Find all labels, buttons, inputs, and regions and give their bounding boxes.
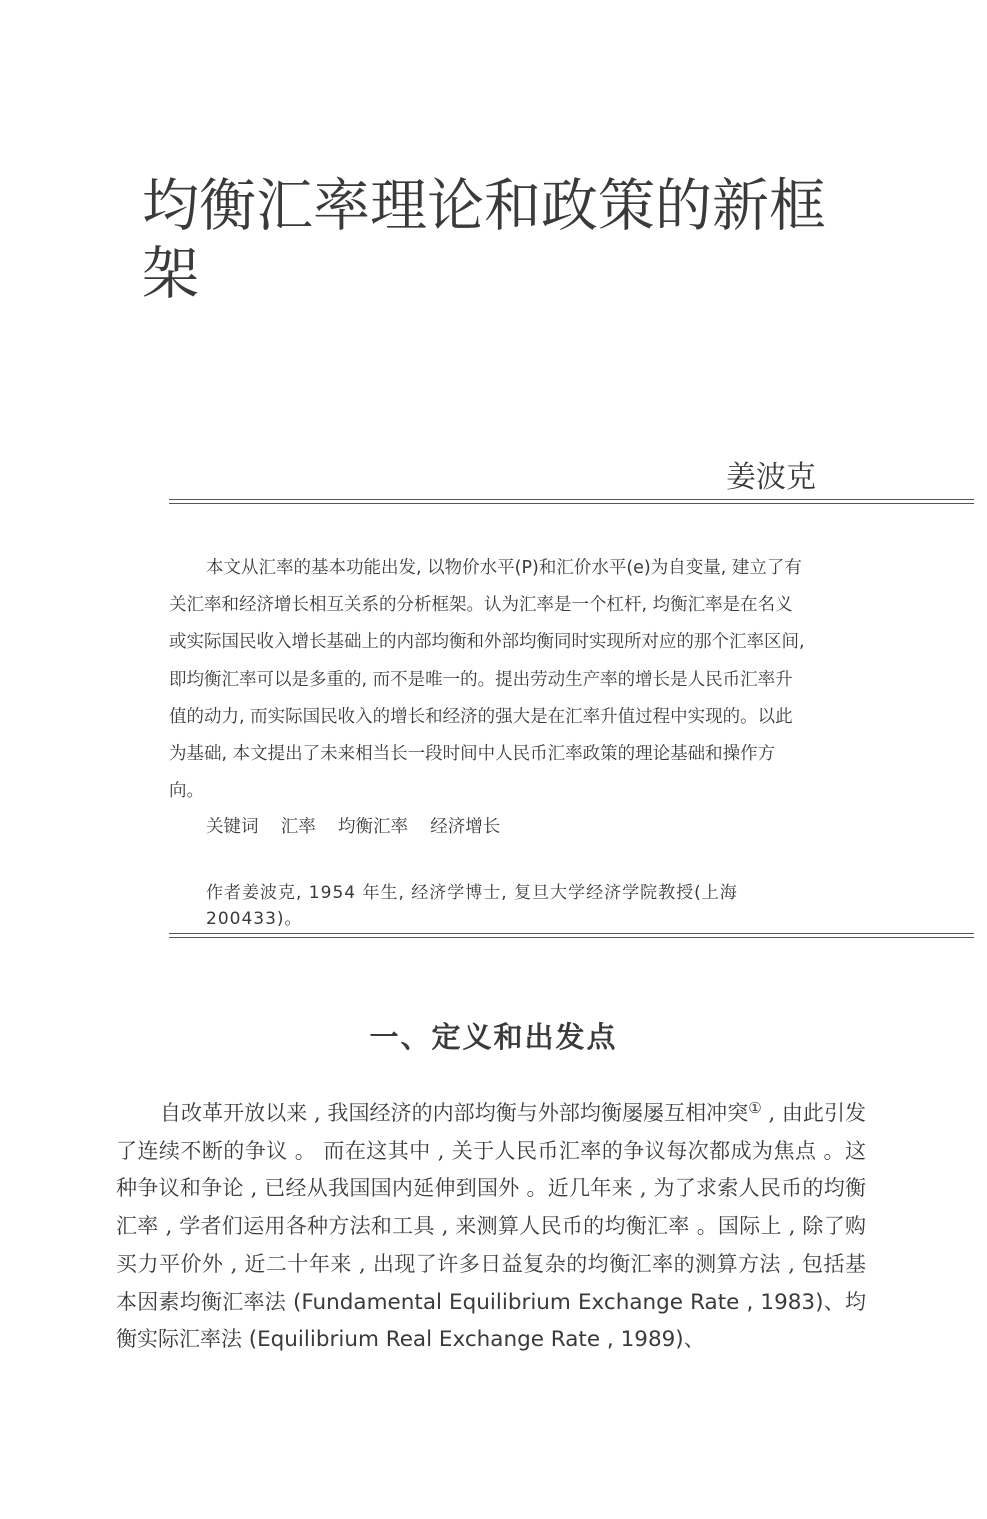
body-paragraph [116, 1090, 866, 1359]
footnote-marker[interactable]: ① [748, 1099, 762, 1117]
abstract-bottom-rule-1 [169, 933, 974, 934]
body-text-part: , 由此引发了连续不断的争议 。 而在这其中 , 关于人民币汇率的争议每次都成为焦点 。这种争议和争论 , 已经从我国国内延伸到国外 。近几年来 , 为了求索人民币的均衡汇率 , 学者们运用各种方法和工具 , 来测算人民币的均衡汇率 。国际上 , 除了购买力平价外 , 近二十年来 , 出现了许多日益复杂的均衡汇率的测算方法 , 包括基本因素均衡汇率法 [116, 1101, 867, 1314]
abstract-text: 本文从汇率的基本功能出发, 以物价水平(P)和汇价水平(e)为自变量, 建立了有关汇率和经济增长相互关系的分析框架。认为汇率是一个杠杆, 均衡汇率是在名义或实际国民收入增长基础上的内部均衡和外部均衡同时实现所对应的那个汇率区间, 即均衡汇率可以是多重的, 而不是唯一的。提出劳动生产率的增长是人民币汇率升值的动力, 而实际国民收入的增长和经济的强大是在汇率升值过程中实现的。以此为基础, 本文提出了未来相当长一段时间中人民币汇率政策的理论基础和操作方向。 [169, 558, 805, 802]
body-text-part: 、 [683, 1327, 705, 1352]
section-heading: 一、定义和出发点 [369, 1020, 618, 1054]
body-text-part: (Equilibrium Real Exchange Rate , 1989) [248, 1327, 684, 1353]
body-text-part: 、均衡实际汇率法 [116, 1289, 866, 1352]
keywords-label: 关键词 [206, 817, 259, 837]
keyword-item: 均衡汇率 [338, 817, 409, 837]
abstract-top-rule-1 [169, 499, 974, 500]
keyword-item: 经济增长 [430, 817, 501, 837]
keywords-line [206, 812, 500, 842]
article-title: 均衡汇率理论和政策的新框架 [142, 173, 826, 307]
abstract-top-rule-2 [169, 503, 974, 504]
author-note: 作者姜波克, 1954 年生, 经济学博士, 复旦大学经济学院教授(上海 200433)。 [206, 883, 738, 929]
author-name: 姜波克 [726, 460, 816, 495]
abstract-bottom-rule-2 [169, 937, 974, 938]
body-text-part: (Fundamental Equilibrium Exchange Rate , 1983) [292, 1289, 824, 1315]
keyword-item: 汇率 [280, 817, 316, 837]
body-text-part: 自改革开放以来 , 我国经济的内部均衡与外部均衡屡屡互相冲突 [160, 1101, 749, 1125]
